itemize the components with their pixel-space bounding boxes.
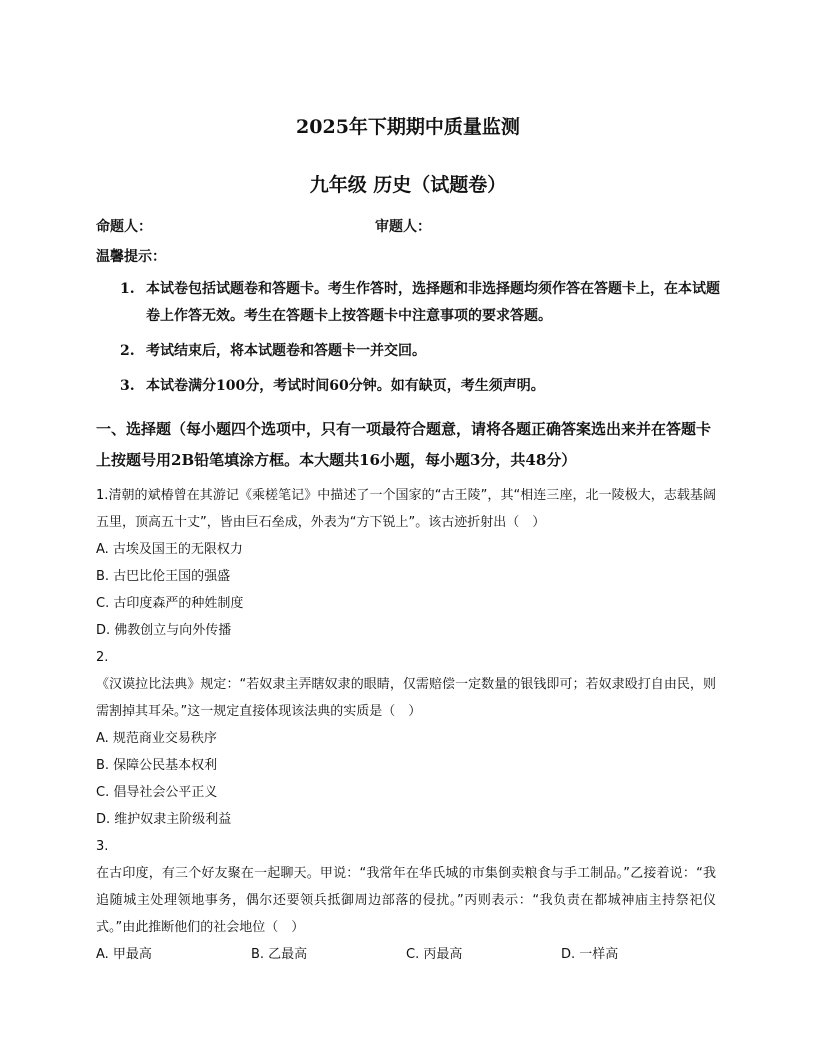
reviewer-label: 审题人： xyxy=(375,219,431,235)
tip-text: 本试卷满分100分，考试时间60分钟。如有缺页，考生须声明。 xyxy=(146,378,545,394)
question-stem xyxy=(96,482,716,536)
question-text: 清朝的斌椿曾在其游记《乘槎笔记》中描述了一个国家的“古王陵”，其“相连三座，北一陵极大，志载基阔五里，顶高五十丈”，皆由巨石垒成，外表为“方下锐上”。该古迹折射出（ ） xyxy=(96,488,716,530)
question-text: 《汉谟拉比法典》规定：“若奴隶主弄瞎奴隶的眼睛，仅需赔偿一定数量的银钱即可；若奴隶殴打自由民，则需割掉其耳朵。”这一规定直接体现该法典的实质是（ ） xyxy=(96,677,716,719)
tip-number: 2. xyxy=(120,343,135,359)
option-d[interactable]: D. 佛教创立与向外传播 xyxy=(96,623,232,638)
tip-item xyxy=(120,276,720,330)
author-label: 命题人： xyxy=(96,219,152,235)
option-c[interactable]: C. 倡导社会公平正义 xyxy=(96,785,218,800)
option-a[interactable]: A. 甲最高 xyxy=(96,947,152,962)
question-number: 3. xyxy=(96,839,109,854)
option-a[interactable]: A. 规范商业交易秩序 xyxy=(96,731,217,746)
question-number: 1. xyxy=(96,488,109,503)
exam-subtitle: 九年级 历史（试题卷） xyxy=(309,174,507,196)
option-row xyxy=(96,941,716,968)
tip-number: 1. xyxy=(120,281,135,297)
option-b[interactable]: B. 乙最高 xyxy=(251,947,308,962)
question-1 xyxy=(96,482,716,644)
section-heading: 一、选择题（每小题四个选项中，只有一项最符合题意，请将各题正确答案选出来并在答题卡上按题号用2B铅笔填涂方框。本大题共16小题，每小题3分，共48分） xyxy=(96,420,712,469)
question-2 xyxy=(96,644,716,833)
option-c[interactable]: C. 古印度森严的种姓制度 xyxy=(96,596,244,611)
tip-text: 本试卷包括试题卷和答题卡。考生作答时，选择题和非选择题均须作答在答题卡上，在本试题卷上作答无效。考生在答题卡上按答题卡中注意事项的要求答题。 xyxy=(146,281,720,324)
question-3 xyxy=(96,833,716,968)
tip-item xyxy=(120,373,720,400)
option-b[interactable]: B. 古巴比伦王国的强盛 xyxy=(96,569,231,584)
question-number: 2. xyxy=(96,650,109,665)
exam-title: 2025年下期期中质量监测 xyxy=(296,116,520,138)
tips-label: 温馨提示： xyxy=(96,249,166,265)
tip-item xyxy=(120,338,720,365)
tip-number: 3. xyxy=(120,378,135,394)
question-list xyxy=(96,482,716,968)
option-b[interactable]: B. 保障公民基本权利 xyxy=(96,758,218,773)
option-c[interactable]: C. 丙最高 xyxy=(406,947,463,962)
tip-text: 考试结束后，将本试题卷和答题卡一并交回。 xyxy=(146,343,426,359)
tips-list xyxy=(120,276,720,408)
option-a[interactable]: A. 古埃及国王的无限权力 xyxy=(96,542,243,557)
option-d[interactable]: D. 维护奴隶主阶级利益 xyxy=(96,812,232,827)
option-d[interactable]: D. 一样高 xyxy=(561,947,619,962)
question-text: 在古印度，有三个好友聚在一起聊天。甲说：“我常年在华氏城的市集倒卖粮食与手工制品。”乙接着说：“我追随城主处理领地事务，偶尔还要领兵抵御周边部落的侵扰。”丙则表示：“我负责在都城神庙主持祭祀仪式。”由此推断他们的社会地位（ ） xyxy=(96,866,716,935)
